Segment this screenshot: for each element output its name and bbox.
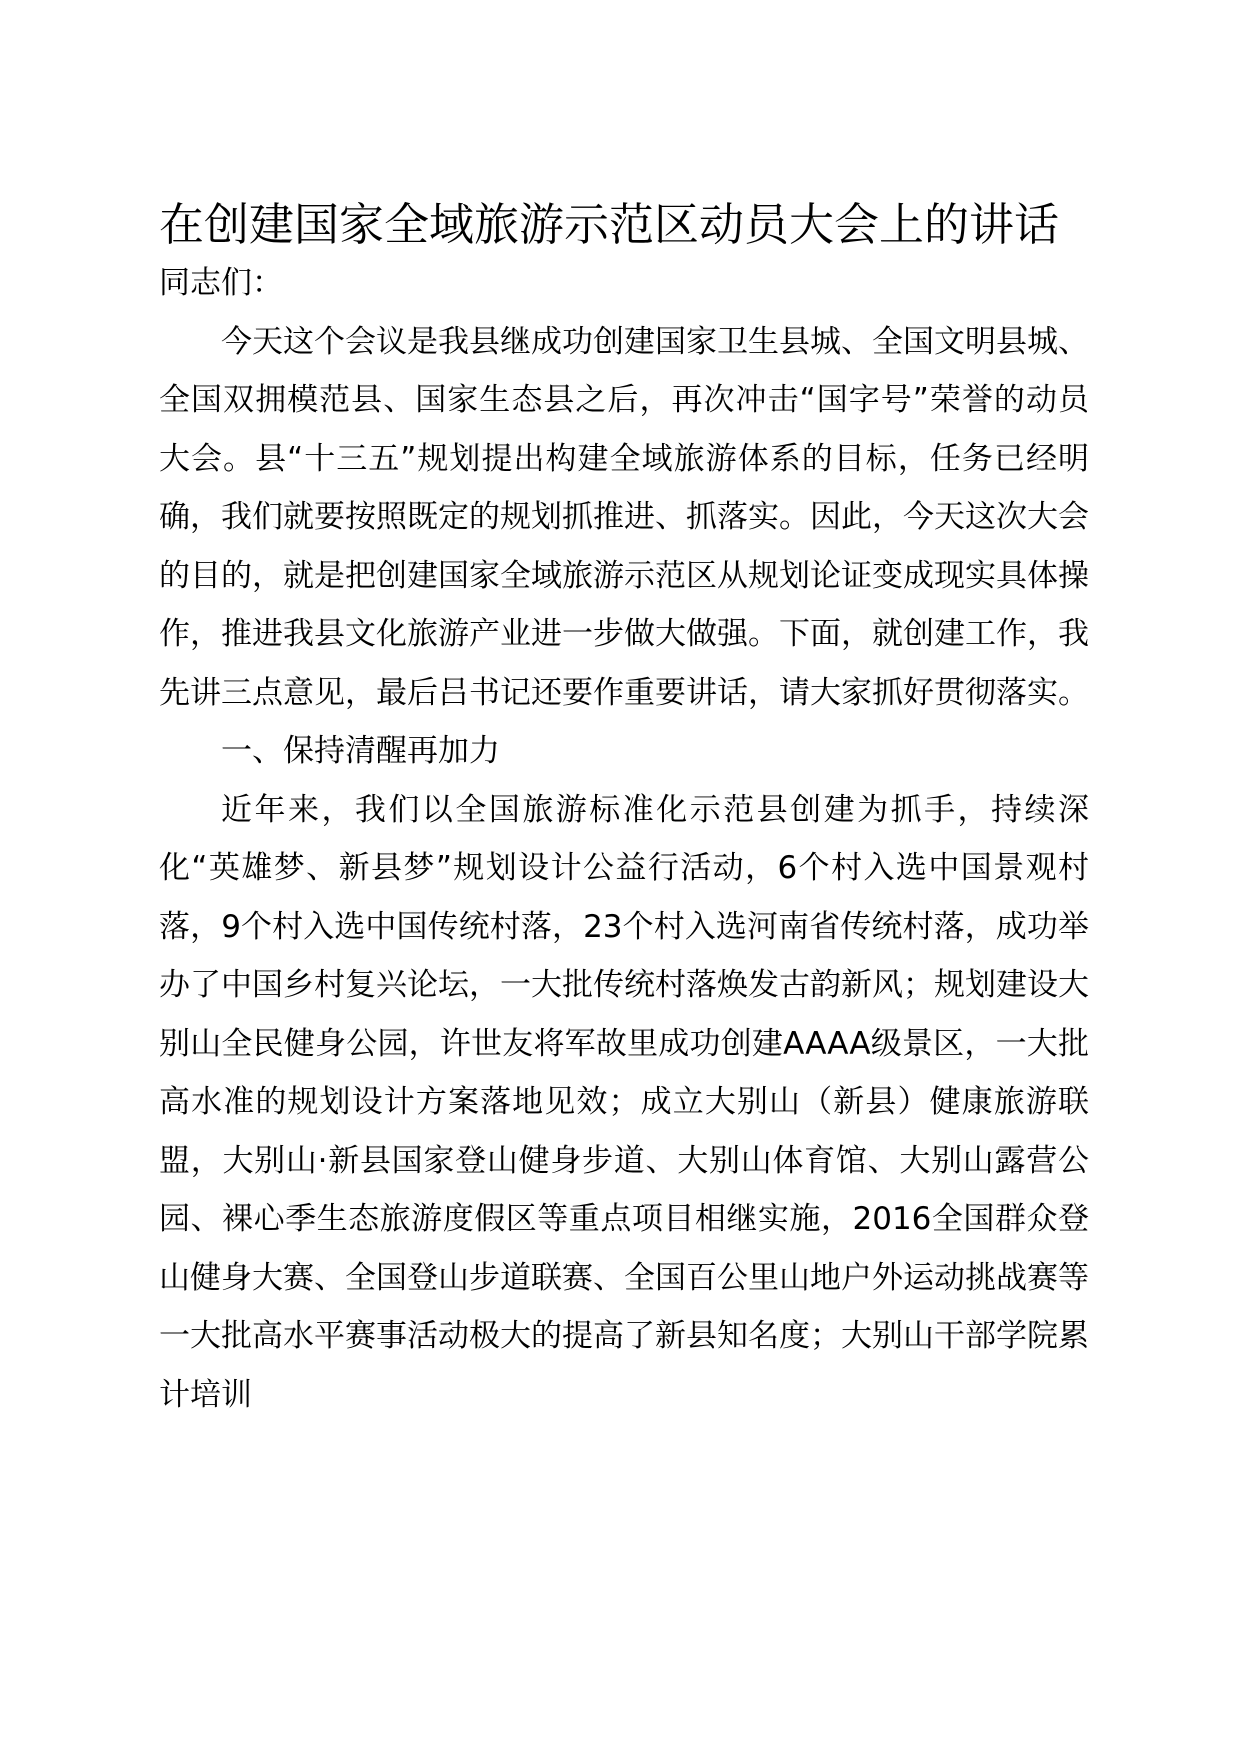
intro-paragraph: 今天这个会议是我县继成功创建国家卫生县城、全国文明县城、全国双拥模范县、国家生态县之后，再次冲击“国字号”荣誉的动员大会。县“十三五”规划提出构建全域旅游体系的目标，任务已经明确，我们就要按照既定的规划抓推进、抓落实。因此，今天这次大会的目的，就是把创建国家全域旅游示范区从规划论证变成现实具体操作，推进我县文化旅游产业进一步做大做强。下面，就创建工作，我先讲三点意见，最后吕书记还要作重要讲话，请大家抓好贯彻落实。 — [159, 323, 1089, 711]
section-heading: 一、保持清醒再加力 — [221, 733, 500, 769]
section-paragraph: 近年来，我们以全国旅游标准化示范县创建为抓手，持续深化“英雄梦、新县梦”规划设计公益行活动，6个村入选中国景观村落，9个村入选中国传统村落，23个村入选河南省传统村落，成功举办了中国乡村复兴论坛，一大批传统村落焕发古韵新风；规划建设大别山全民健身公园，许世友将军故里成功创建AAAA级景区，一大批高水准的规划设计方案落地见效；成立大别山（新县）健康旅游联盟，大别山·新县国家登山健身步道、大别山体育馆、大别山露营公园、裸心季生态旅游度假区等重点项目相继实施，2016全国群众登山健身大赛、全国登山步道联赛、全国百公里山地户外运动挑战赛等一大批高水平赛事活动极大的提高了新县知名度；大别山干部学院累计培训 — [159, 791, 1089, 1413]
document-title: 在创建国家全域旅游示范区动员大会上的讲话 — [159, 198, 1060, 251]
greeting: 同志们： — [159, 265, 283, 301]
document-content — [159, 198, 1089, 1424]
